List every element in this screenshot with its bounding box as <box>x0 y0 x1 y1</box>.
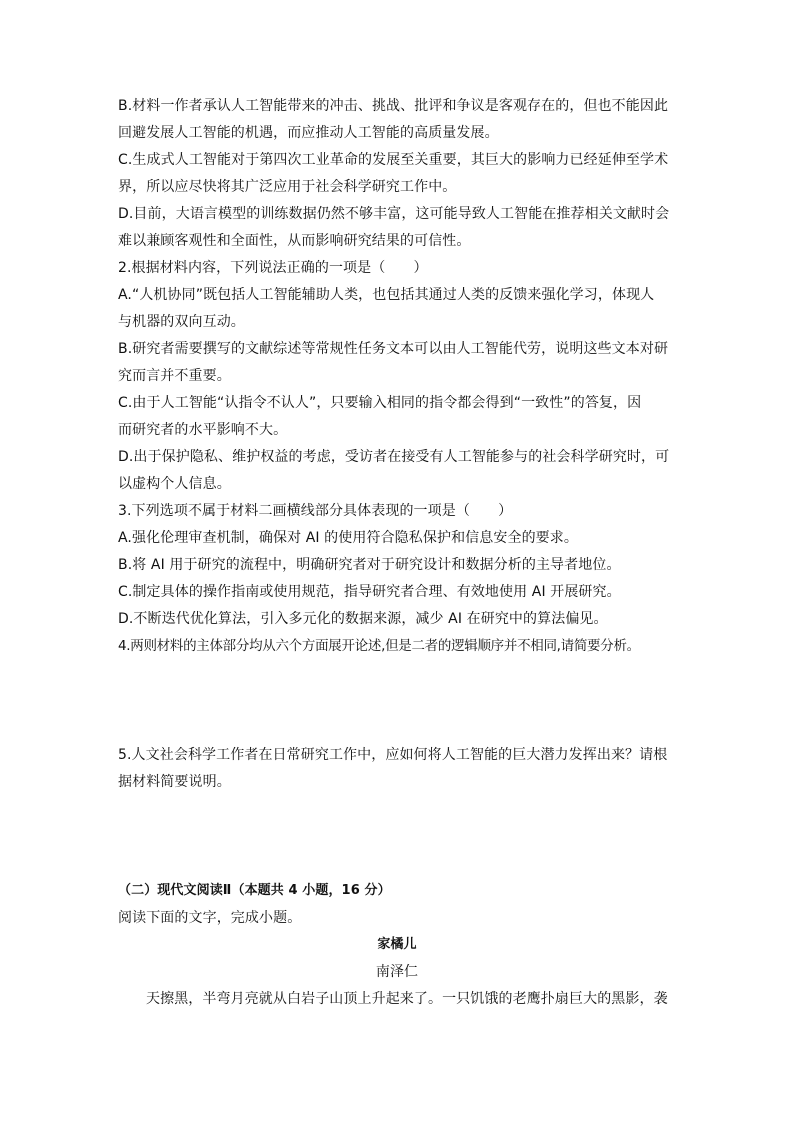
q2-option-c-line-1: C.由于人工智能“认指令不认人”，只要输入相同的指令都会得到“一致性”的答复，因 <box>118 395 642 411</box>
q3-option-b: B.将 AI 用于研究的流程中，明确研究者对于研究设计和数据分析的主导者地位。 <box>118 557 621 573</box>
section-heading: （二）现代文阅读Ⅱ（本题共 4 小题，16 分） <box>118 883 391 898</box>
q3-option-a: A.强化伦理审查机制，确保对 AI 的使用符合隐私保护和信息安全的要求。 <box>118 530 578 546</box>
q2-option-b-line-2: 究而言并不重要。 <box>118 368 231 384</box>
question-5-line-2: 据材料简要说明。 <box>118 774 231 790</box>
story-author: 南泽仁 <box>375 964 419 980</box>
option-d-line-2: 难以兼顾客观性和全面性，从而影响研究结果的可信性。 <box>118 233 471 249</box>
question-4: 4.两则材料的主体部分均从六个方面展开论述,但是二者的逻辑顺序并不相同,请简要分析。 <box>118 638 640 654</box>
story-title: 家橘儿 <box>377 937 417 952</box>
q2-option-a-line-2: 与机器的双向互动。 <box>118 314 245 330</box>
q2-option-d-line-2: 以虚构个人信息。 <box>118 476 231 492</box>
q3-option-c: C.制定具体的操作指南或使用规范，指导研究者合理、有效地使用 AI 开展研究。 <box>118 584 621 600</box>
story-first-line: 天擦黑，半弯月亮就从白岩子山顶上升起来了。一只饥饿的老鹰扑扇巨大的黑影，袭 <box>146 991 668 1007</box>
question-2: 2.根据材料内容，下列说法正确的一项是（ ） <box>118 260 428 276</box>
option-c-line-1: C.生成式人工智能对于第四次工业革命的发展至关重要，其巨大的影响力已经延伸至学术 <box>118 152 669 168</box>
option-c-line-2: 界，所以应尽快将其广泛应用于社会科学研究工作中。 <box>118 179 457 195</box>
option-b-line-1: B.材料一作者承认人工智能带来的冲击、挑战、批评和争议是客观存在的，但也不能因此 <box>118 98 669 114</box>
question-5-line-1: 5.人文社会科学工作者在日常研究工作中，应如何将人工智能的巨大潜力发挥出来？请根 <box>118 747 668 763</box>
question-3: 3.下列选项不属于材料二画横线部分具体表现的一项是（ ） <box>118 503 513 519</box>
q2-option-a-line-1: A.“人机协同”既包括人工智能辅助人类，也包括其通过人类的反馈来强化学习，体现人 <box>118 287 655 303</box>
q3-option-d: D.不断迭代优化算法，引入多元化的数据来源，减少 AI 在研究中的算法偏见。 <box>118 611 608 627</box>
option-b-line-2: 回避发展人工智能的机遇，而应推动人工智能的高质量发展。 <box>118 125 499 141</box>
reading-instruction: 阅读下面的文字，完成小题。 <box>118 910 302 926</box>
q2-option-b-line-1: B.研究者需要撰写的文献综述等常规性任务文本可以由人工智能代劳，说明这些文本对研 <box>118 341 669 357</box>
option-d-line-1: D.目前，大语言模型的训练数据仍然不够丰富，这可能导致人工智能在推荐相关文献时会 <box>118 206 670 222</box>
q2-option-c-line-2: 而研究者的水平影响不大。 <box>118 422 288 438</box>
q2-option-d-line-1: D.出于保护隐私、维护权益的考虑，受访者在接受有人工智能参与的社会科学研究时，可 <box>118 449 670 465</box>
